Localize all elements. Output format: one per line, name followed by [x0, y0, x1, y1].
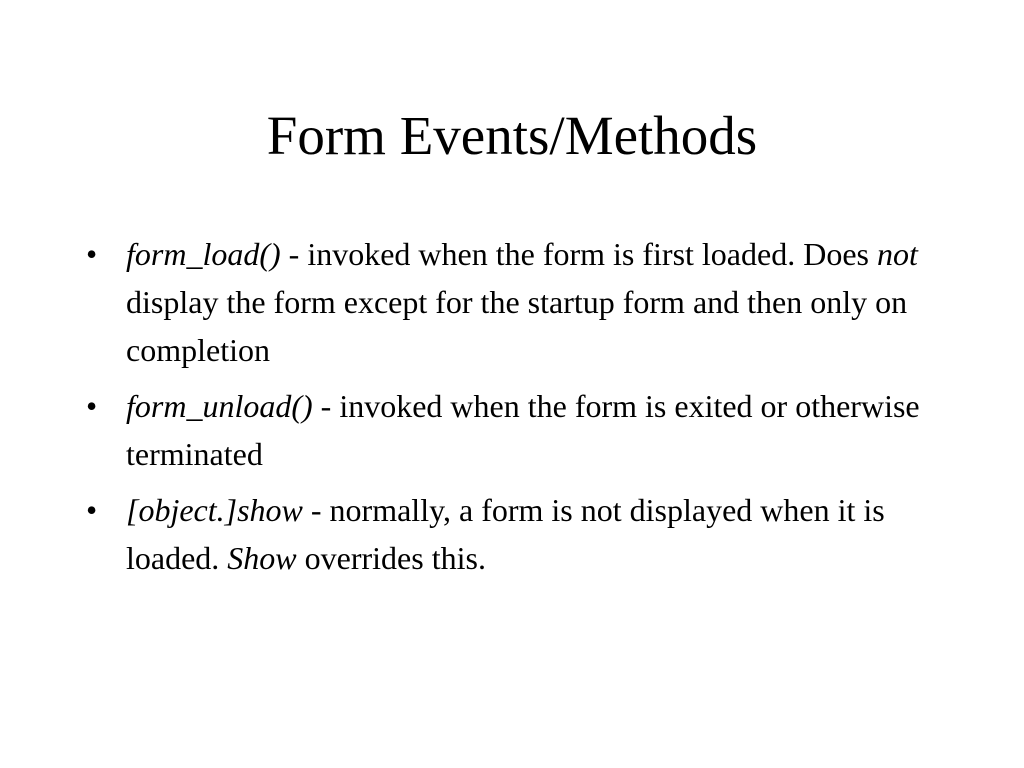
bullet-list — [82, 230, 932, 590]
slide-title: Form Events/Methods — [266, 105, 758, 166]
method-name: form_load() — [126, 236, 281, 272]
bullet-text: - invoked when the form is exited or otherwise terminated — [126, 388, 920, 472]
bullet-item-form-load — [82, 230, 932, 374]
method-name: form_unload() — [126, 388, 313, 424]
bullet-icon: • — [86, 388, 98, 424]
bullet-icon: • — [86, 236, 98, 272]
bullet-item-form-unload — [82, 382, 932, 478]
bullet-text: display the form except for the startup form and then only on completion — [126, 284, 908, 368]
bullet-text: - invoked when the form is first loaded. Does — [280, 236, 877, 272]
bullet-item-show — [82, 486, 932, 582]
bullet-text: - normally, a form is not displayed when it is loaded. — [126, 492, 885, 576]
method-name: [object.]show — [126, 492, 303, 528]
bullet-icon: • — [86, 492, 98, 528]
emphasis-text: Show — [227, 540, 297, 576]
bullet-text: overrides this. — [296, 540, 486, 576]
emphasis-text: not — [876, 236, 918, 272]
